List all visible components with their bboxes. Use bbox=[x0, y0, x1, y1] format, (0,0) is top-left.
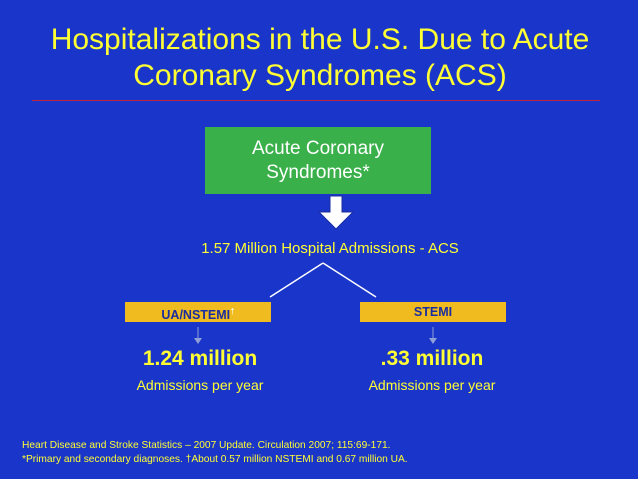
title-line-2: Coronary Syndromes (ACS) bbox=[133, 59, 507, 92]
stemi-small-arrow-icon bbox=[429, 327, 437, 344]
ua-nstemi-label: UA/NSTEMI bbox=[161, 308, 231, 323]
stemi-label: STEMI bbox=[413, 305, 453, 319]
ua-nstemi-per-year: Admissions per year bbox=[136, 377, 264, 393]
total-admissions-text: 1.57 Million Hospital Admissions - ACS bbox=[201, 240, 459, 257]
branch-line-right bbox=[323, 263, 376, 297]
stemi-box bbox=[360, 302, 506, 322]
footnote-notes: *Primary and secondary diagnoses. †About 0.57 million NSTEMI and 0.67 million UA. bbox=[22, 454, 408, 465]
acs-box-line-2: Syndromes* bbox=[266, 161, 370, 183]
acs-box-line-1: Acute Coronary bbox=[251, 137, 384, 159]
down-arrow-icon bbox=[319, 196, 353, 229]
branch-line-left bbox=[270, 263, 323, 297]
stemi-per-year: Admissions per year bbox=[368, 377, 496, 393]
ua-nstemi-box bbox=[125, 302, 271, 322]
stemi-value: .33 million bbox=[380, 347, 484, 370]
ua-nstemi-dagger: † bbox=[230, 307, 235, 316]
ua-nstemi-value: 1.24 million bbox=[142, 347, 258, 370]
footnote-source: Heart Disease and Stroke Statistics – 2007 Update. Circulation 2007; 115:69-171. bbox=[22, 440, 391, 451]
title-line-1: Hospitalizations in the U.S. Due to Acute bbox=[50, 23, 590, 56]
ua-small-arrow-icon bbox=[194, 327, 202, 344]
